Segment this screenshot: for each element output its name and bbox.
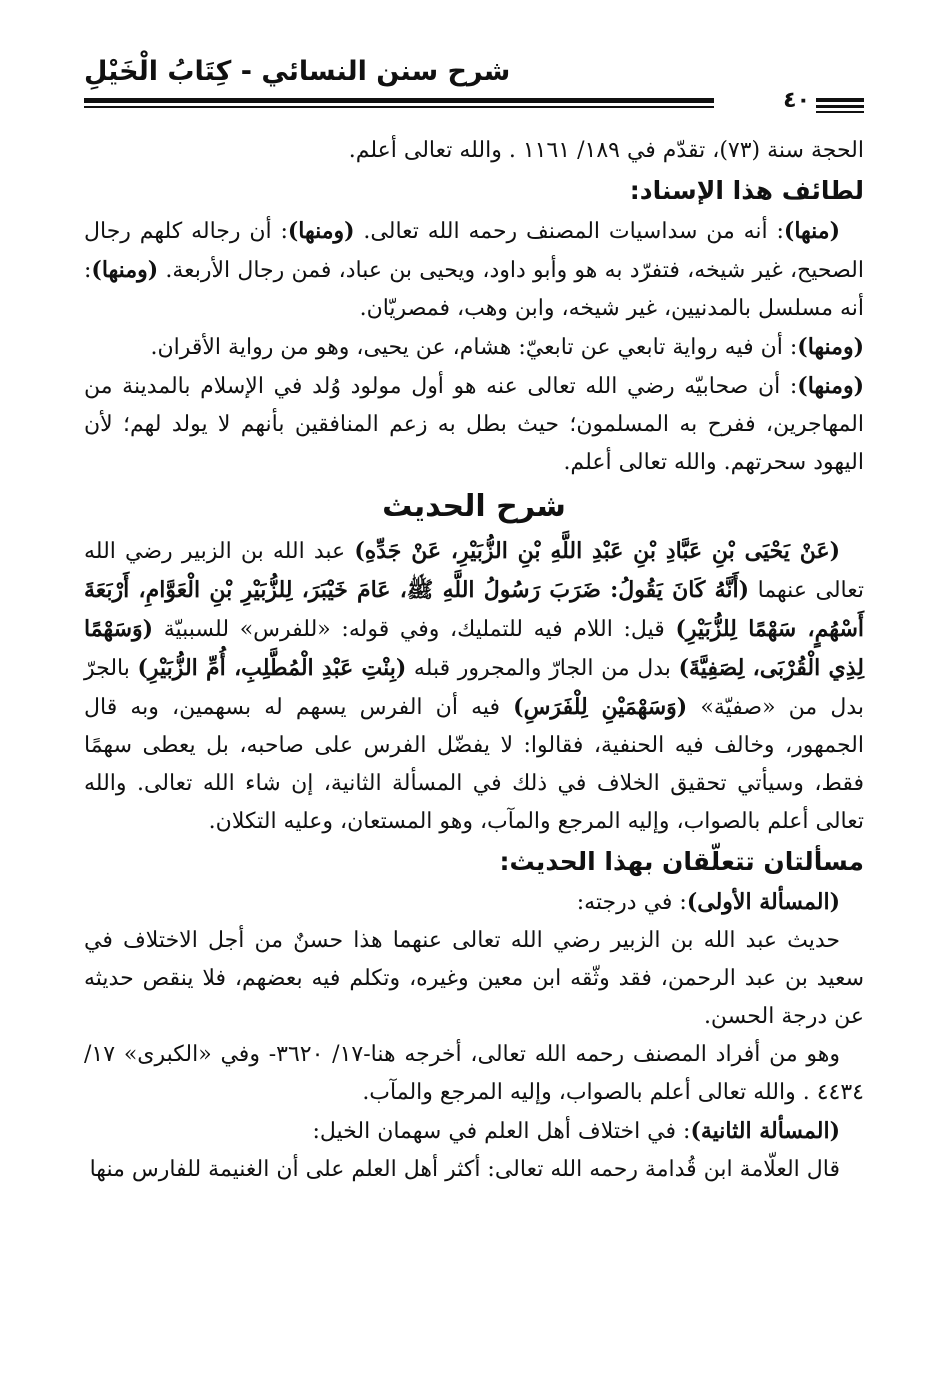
bold-marker: (المسألة الثانية): [690, 1118, 840, 1144]
bold-marker: (ومنها): [797, 373, 864, 399]
section-heading: مسألتان تتعلّقان بهذا الحديث:: [499, 847, 864, 876]
hadith-text: (أَنَّهُ كَانَ يَقُولُ: ضَرَبَ رَسُولُ اللَّهِ ﷺ، عَامَ خَيْبَرَ، لِلزُّبَيْرِ بْنِ الْعَوَّامِ، أَرْبَعَةَ أَسْهُمٍ، سَهْمًا لِلزُّبَيْرِ): [84, 577, 864, 642]
header-rule-thin: [84, 106, 714, 108]
running-title: شرح سنن النسائي - كِتَابُ الْخَيْلِ: [84, 56, 511, 87]
bold-marker: (ومنها): [287, 218, 355, 244]
hadith-text: (وَسَهْمًا لِذِي الْقُرْبَى، لِصَفِيَّةَ): [84, 616, 865, 681]
text-run: : أن صحابيّه رضي الله تعالى عنه هو أول مولود وُلد في الإسلام بالمدينة من المهاجرين، ففرح به المسلمون؛ حيث بطل به زعم المنافقين بأنهم لا يولد لهم؛ لأن اليهود سحرتهم. والله تعالى أعلم.: [84, 374, 864, 475]
bold-marker: (ومنها): [797, 334, 864, 360]
text-run: فيه أن الفرس يسهم له بسهمين، وبه قال الجمهور، وخالف فيه الحنفية، فقالوا: لا يفضّل الفرس على صاحبه، بل يعطى سهمًا فقط، وسيأتي تحقيق الخلاف في ذلك في المسألة الثانية، إن شاء الله تعالى. والله تعالى أعلم بالصواب، وإليه المرجع والمآب، وهو المستعان، وعليه التكلان.: [84, 695, 864, 834]
paragraph: قال العلّامة ابن قُدامة رحمه الله تعالى: أكثر أهل العلم على أن الغنيمة للفارس منها: [89, 1157, 840, 1182]
bold-marker: (ومنها): [91, 257, 159, 283]
page-number: ٤٠: [783, 88, 810, 113]
header-rule-right: [816, 111, 864, 113]
paragraph: [84, 212, 864, 328]
paragraph: [84, 883, 864, 922]
hadith-text: (عَنْ يَحْيَى بْنِ عَبَّادِ بْنِ عَبْدِ اللَّهِ بْنِ الزُّبَيْرِ، عَنْ جَدِّهِ): [354, 538, 840, 564]
paragraph: وهو من أفراد المصنف رحمه الله تعالى، أخرجه هنا-١٧/ ٣٦٢٠- وفي «الكبرى» ١٧/ ٤٤٣٤ . والله تعالى أعلم بالصواب، وإليه المرجع والمآب.: [84, 1042, 864, 1105]
text-run: : في اختلاف أهل العلم في سهمان الخيل:: [312, 1119, 691, 1144]
paragraph: [84, 1112, 864, 1151]
text-run: بدل من الجارّ والمجرور قبله: [406, 656, 679, 681]
paragraph: [84, 532, 864, 841]
section-heading: لطائف هذا الإسناد:: [629, 176, 864, 205]
text-run: بالجرّ بدل من «صفيّة»: [84, 656, 864, 720]
text-run: : أن فيه رواية تابعي عن تابعيّ: هشام، عن يحيى، وهو من رواية الأقران.: [150, 335, 798, 360]
page-header: [84, 52, 864, 122]
page-body: [84, 132, 864, 1189]
header-rule-thick: [84, 98, 714, 103]
text-run: عبد الله بن الزبير رضي الله تعالى عنهما: [84, 539, 864, 603]
text-run: : أن رجاله كلهم رجال الصحيح، غير شيخه، فتفرّد به هو وأبو داود، ويحيى بن عباد، فمن رجال الأربعة.: [84, 219, 864, 283]
hadith-text: (بِنْتِ عَبْدِ الْمُطَّلِبِ، أُمِّ الزُّبَيْرِ): [137, 655, 407, 681]
paragraph: [84, 367, 864, 482]
paragraph: الحجة سنة (٧٣)، تقدّم في ١٨٩/ ١١٦١ . والله تعالى أعلم.: [348, 138, 864, 163]
hadith-text: (وَسَهْمَيْنِ لِلْفَرَسِ): [513, 694, 688, 720]
text-run: قيل: اللام فيه للتمليك، وفي قوله: «للفرس» للسببيّة: [153, 617, 676, 642]
text-run: : أنه مسلسل بالمدنيين، غير شيخه، وابن وهب، فمصريّان.: [84, 258, 864, 321]
header-rule-right: [816, 98, 864, 102]
bold-marker: (المسألة الأولى): [686, 889, 840, 915]
text-run: : أنه من سداسيات المصنف رحمه الله تعالى.: [354, 219, 784, 244]
paragraph: [84, 328, 864, 367]
paragraph: حديث عبد الله بن الزبير رضي الله تعالى عنهما هذا حسنٌ من أجل الاختلاف في سعيد بن عبد الرحمن، فقد وثّقه ابن معين وغيره، وتكلم فيه بعضهم، فلا ينقص حديثه عن درجة الحسن.: [84, 928, 864, 1029]
text-run: : في درجته:: [576, 890, 687, 915]
header-rule-right: [816, 105, 864, 108]
bold-marker: (منها): [783, 218, 840, 244]
section-title: شرح الحديث: [382, 489, 566, 524]
